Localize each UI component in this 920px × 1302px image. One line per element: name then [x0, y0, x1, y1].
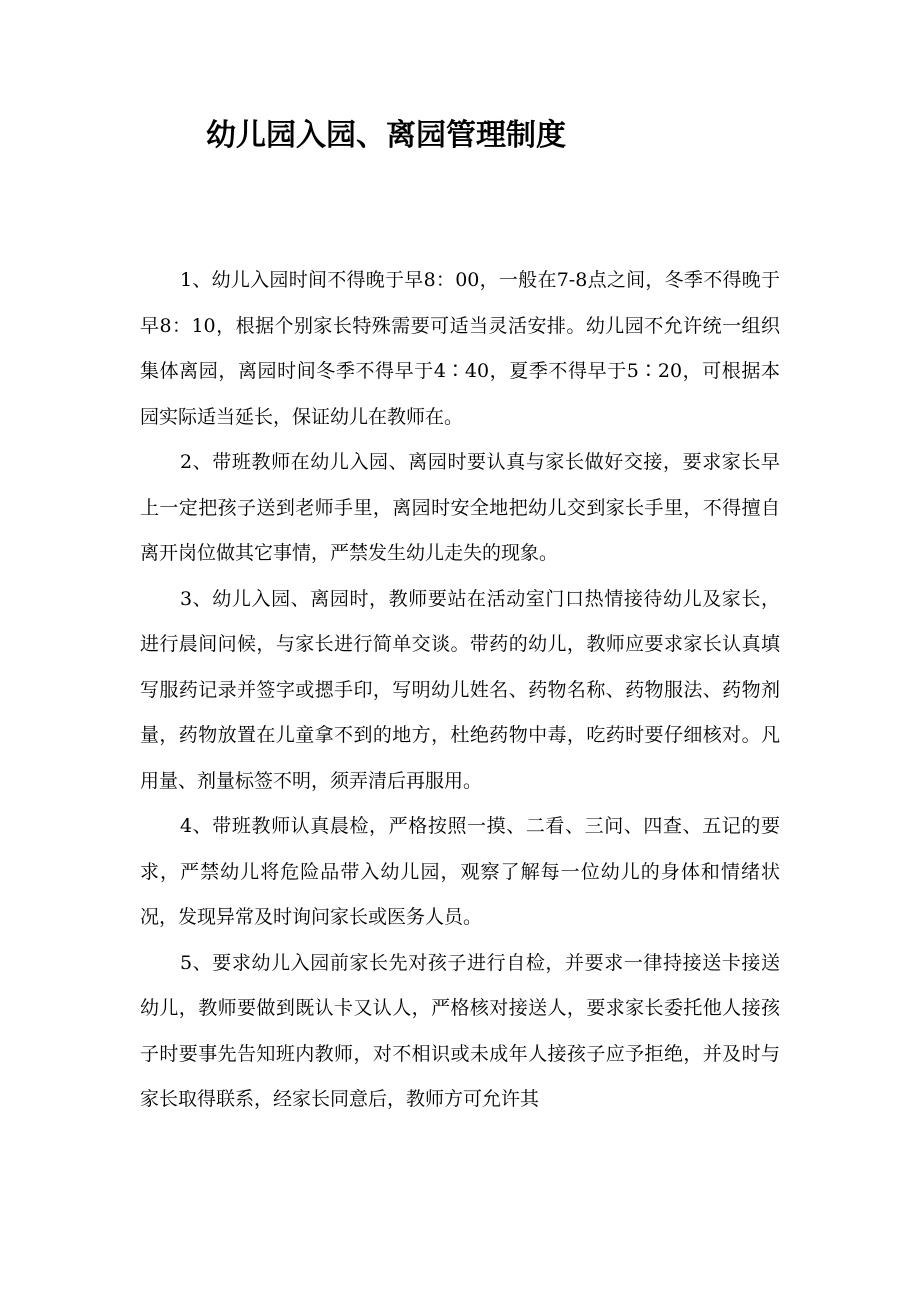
paragraph-2: 2、带班教师在幼儿入园、离园时要认真与家长做好交接，要求家长早上一定把孩子送到老师手里，离园时安全地把幼儿交到家长手里，不得擅自离开岗位做其它事情，严禁发生幼儿走失的现象。: [140, 451, 780, 564]
document-body: [140, 258, 780, 1123]
paragraph-4: 4、带班教师认真晨检，严格按照一摸、二看、三问、四查、五记的要求，严禁幼儿将危险品带入幼儿园，观察了解每一位幼儿的身体和情绪状况，发现异常及时询问家长或医务人员。: [140, 815, 780, 928]
paragraph-5: 5、要求幼儿入园前家长先对孩子进行自检，并要求一律持接送卡接送幼儿，教师要做到既认卡又认人，严格核对接送人，要求家长委托他人接孩子时要事先告知班内教师，对不相识或未成年人接孩子应予拒绝，并及时与家长取得联系，经家长同意后，教师方可允许其: [140, 951, 780, 1110]
paragraph-3: 3、幼儿入园、离园时，教师要站在活动室门口热情接待幼儿及家长，进行晨间问候，与家长进行简单交谈。带药的幼儿，教师应要求家长认真填写服药记录并签字或摁手印，写明幼儿姓名、药物名称、药物服法、药物剂量，药物放置在儿童拿不到的地方，杜绝药物中毒，吃药时要仔细核对。凡用量、剂量标签不明，须弄清后再服用。: [140, 587, 780, 792]
paragraph-1: 1、幼儿入园时间不得晚于早8：00，一般在7-8点之间，冬季不得晚于早8：10，根据个别家长特殊需要可适当灵活安排。幼儿园不允许统一组织集体离园，离园时间冬季不得早于4∶40，夏季不得早于5∶20，可根据本园实际适当延长，保证幼儿在教师在。: [140, 269, 780, 428]
document-title: 幼儿园入园、离园管理制度: [206, 118, 566, 153]
